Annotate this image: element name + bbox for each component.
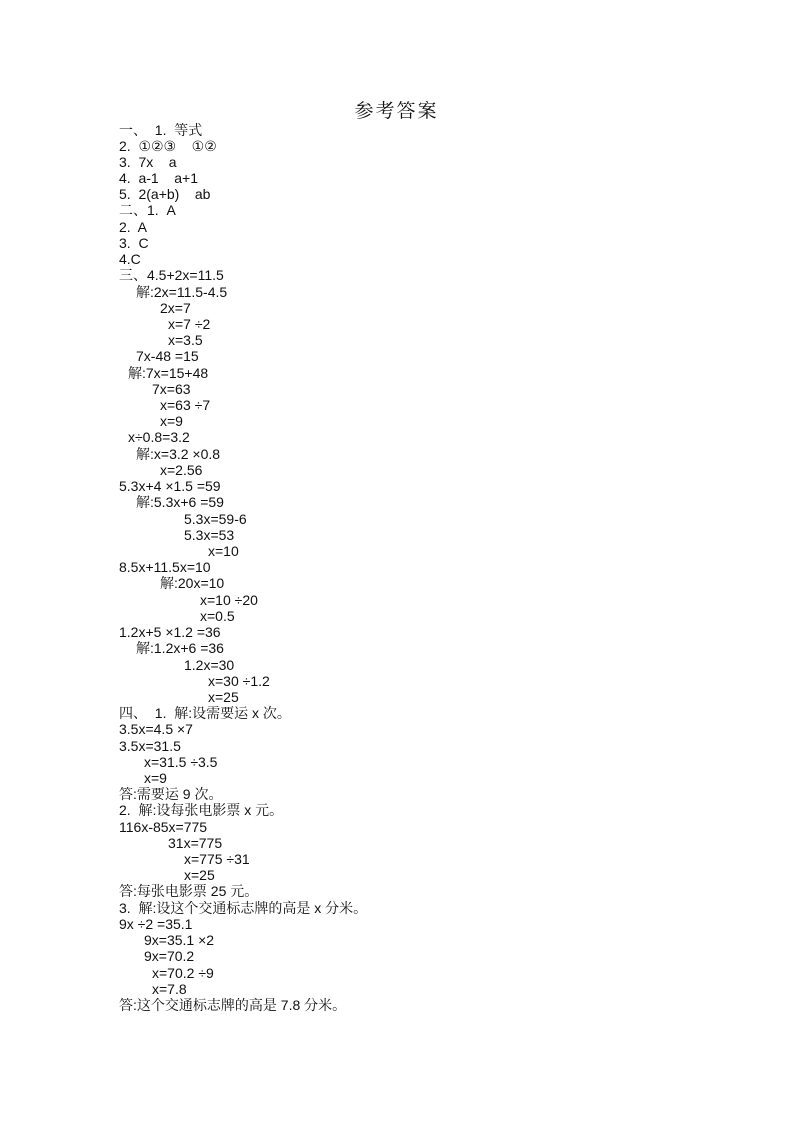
answer-line: 解:1.2x+6 =36 [136,640,224,656]
answer-line: 3.5x=4.5 ×7 [119,721,193,737]
answer-line: x=7.8 [152,981,187,997]
answer-line: 5. 2(a+b) ab [119,186,211,202]
answer-line: x=9 [144,770,167,786]
answer-line: 2. 解:设每张电影票 x 元。 [119,802,284,818]
answer-line: 3. C [119,235,149,251]
answer-line: 4. a-1 a+1 [119,170,198,186]
answer-line: 解:5.3x+6 =59 [136,494,224,510]
answer-line: x=0.5 [200,608,235,624]
answer-line: 5.3x=53 [184,527,235,543]
answer-line: x=2.56 [160,462,203,478]
answer-line: 解:20x=10 [160,575,225,591]
answer-line: x=70.2 ÷9 [152,965,214,981]
answer-line: x=30 ÷1.2 [208,673,270,689]
answer-line: 5.3x+4 ×1.5 =59 [119,478,221,494]
answer-line: 2. ①②③ ①② [119,138,217,154]
answer-line: x=25 [208,689,239,705]
answer-line: 7x=63 [152,381,191,397]
answer-line: x=25 [184,867,215,883]
answer-line: x=9 [160,413,183,429]
answer-line: 1.2x=30 [184,657,235,673]
answer-line: 答:这个交通标志牌的高是 7.8 分米。 [119,997,347,1013]
answer-line: 解:x=3.2 ×0.8 [136,446,221,462]
answer-line: 3.5x=31.5 [119,738,181,754]
answer-line: 答:每张电影票 25 元。 [119,883,259,899]
answer-line: 2x=7 [160,300,191,316]
answer-line: 3. 解:设这个交通标志牌的高是 x 分米。 [119,900,368,916]
answer-line: 三、4.5+2x=11.5 [119,267,224,283]
answer-line: 7x-48 =15 [136,348,199,364]
answer-line: 2. A [119,219,148,235]
answer-line: x=63 ÷7 [160,397,211,413]
answer-line: 9x=35.1 ×2 [144,932,215,948]
answer-line: 二、1. A [119,202,176,218]
answer-line: 116x-85x=775 [119,819,208,835]
answer-line: 一、 1. 等式 [119,122,203,138]
answer-line: 答:需要运 9 次。 [119,786,223,802]
answer-line: 3. 7x a [119,154,177,170]
answer-line: 1.2x+5 ×1.2 =36 [119,624,221,640]
answer-line: 四、 1. 解:设需要运 x 次。 [119,705,291,721]
answer-line: 5.3x=59-6 [184,511,247,527]
answer-line: x=31.5 ÷3.5 [144,754,218,770]
answer-line: x=10 ÷20 [200,592,258,608]
answer-line: 8.5x+11.5x=10 [119,559,211,575]
answer-line: 解:2x=11.5-4.5 [136,284,228,300]
page-title: 参考答案 [354,100,439,122]
answer-line: x=775 ÷31 [184,851,250,867]
answer-line: 9x=70.2 [144,948,195,964]
answer-line: 9x ÷2 =35.1 [119,916,193,932]
answer-line: x=7 ÷2 [168,316,211,332]
answer-line: x=3.5 [168,332,203,348]
answer-line: 31x=775 [168,835,223,851]
answer-line: x÷0.8=3.2 [128,429,190,445]
answer-line: 解:7x=15+48 [128,365,209,381]
answer-line: x=10 [208,543,239,559]
answer-line: 4.C [119,251,141,267]
